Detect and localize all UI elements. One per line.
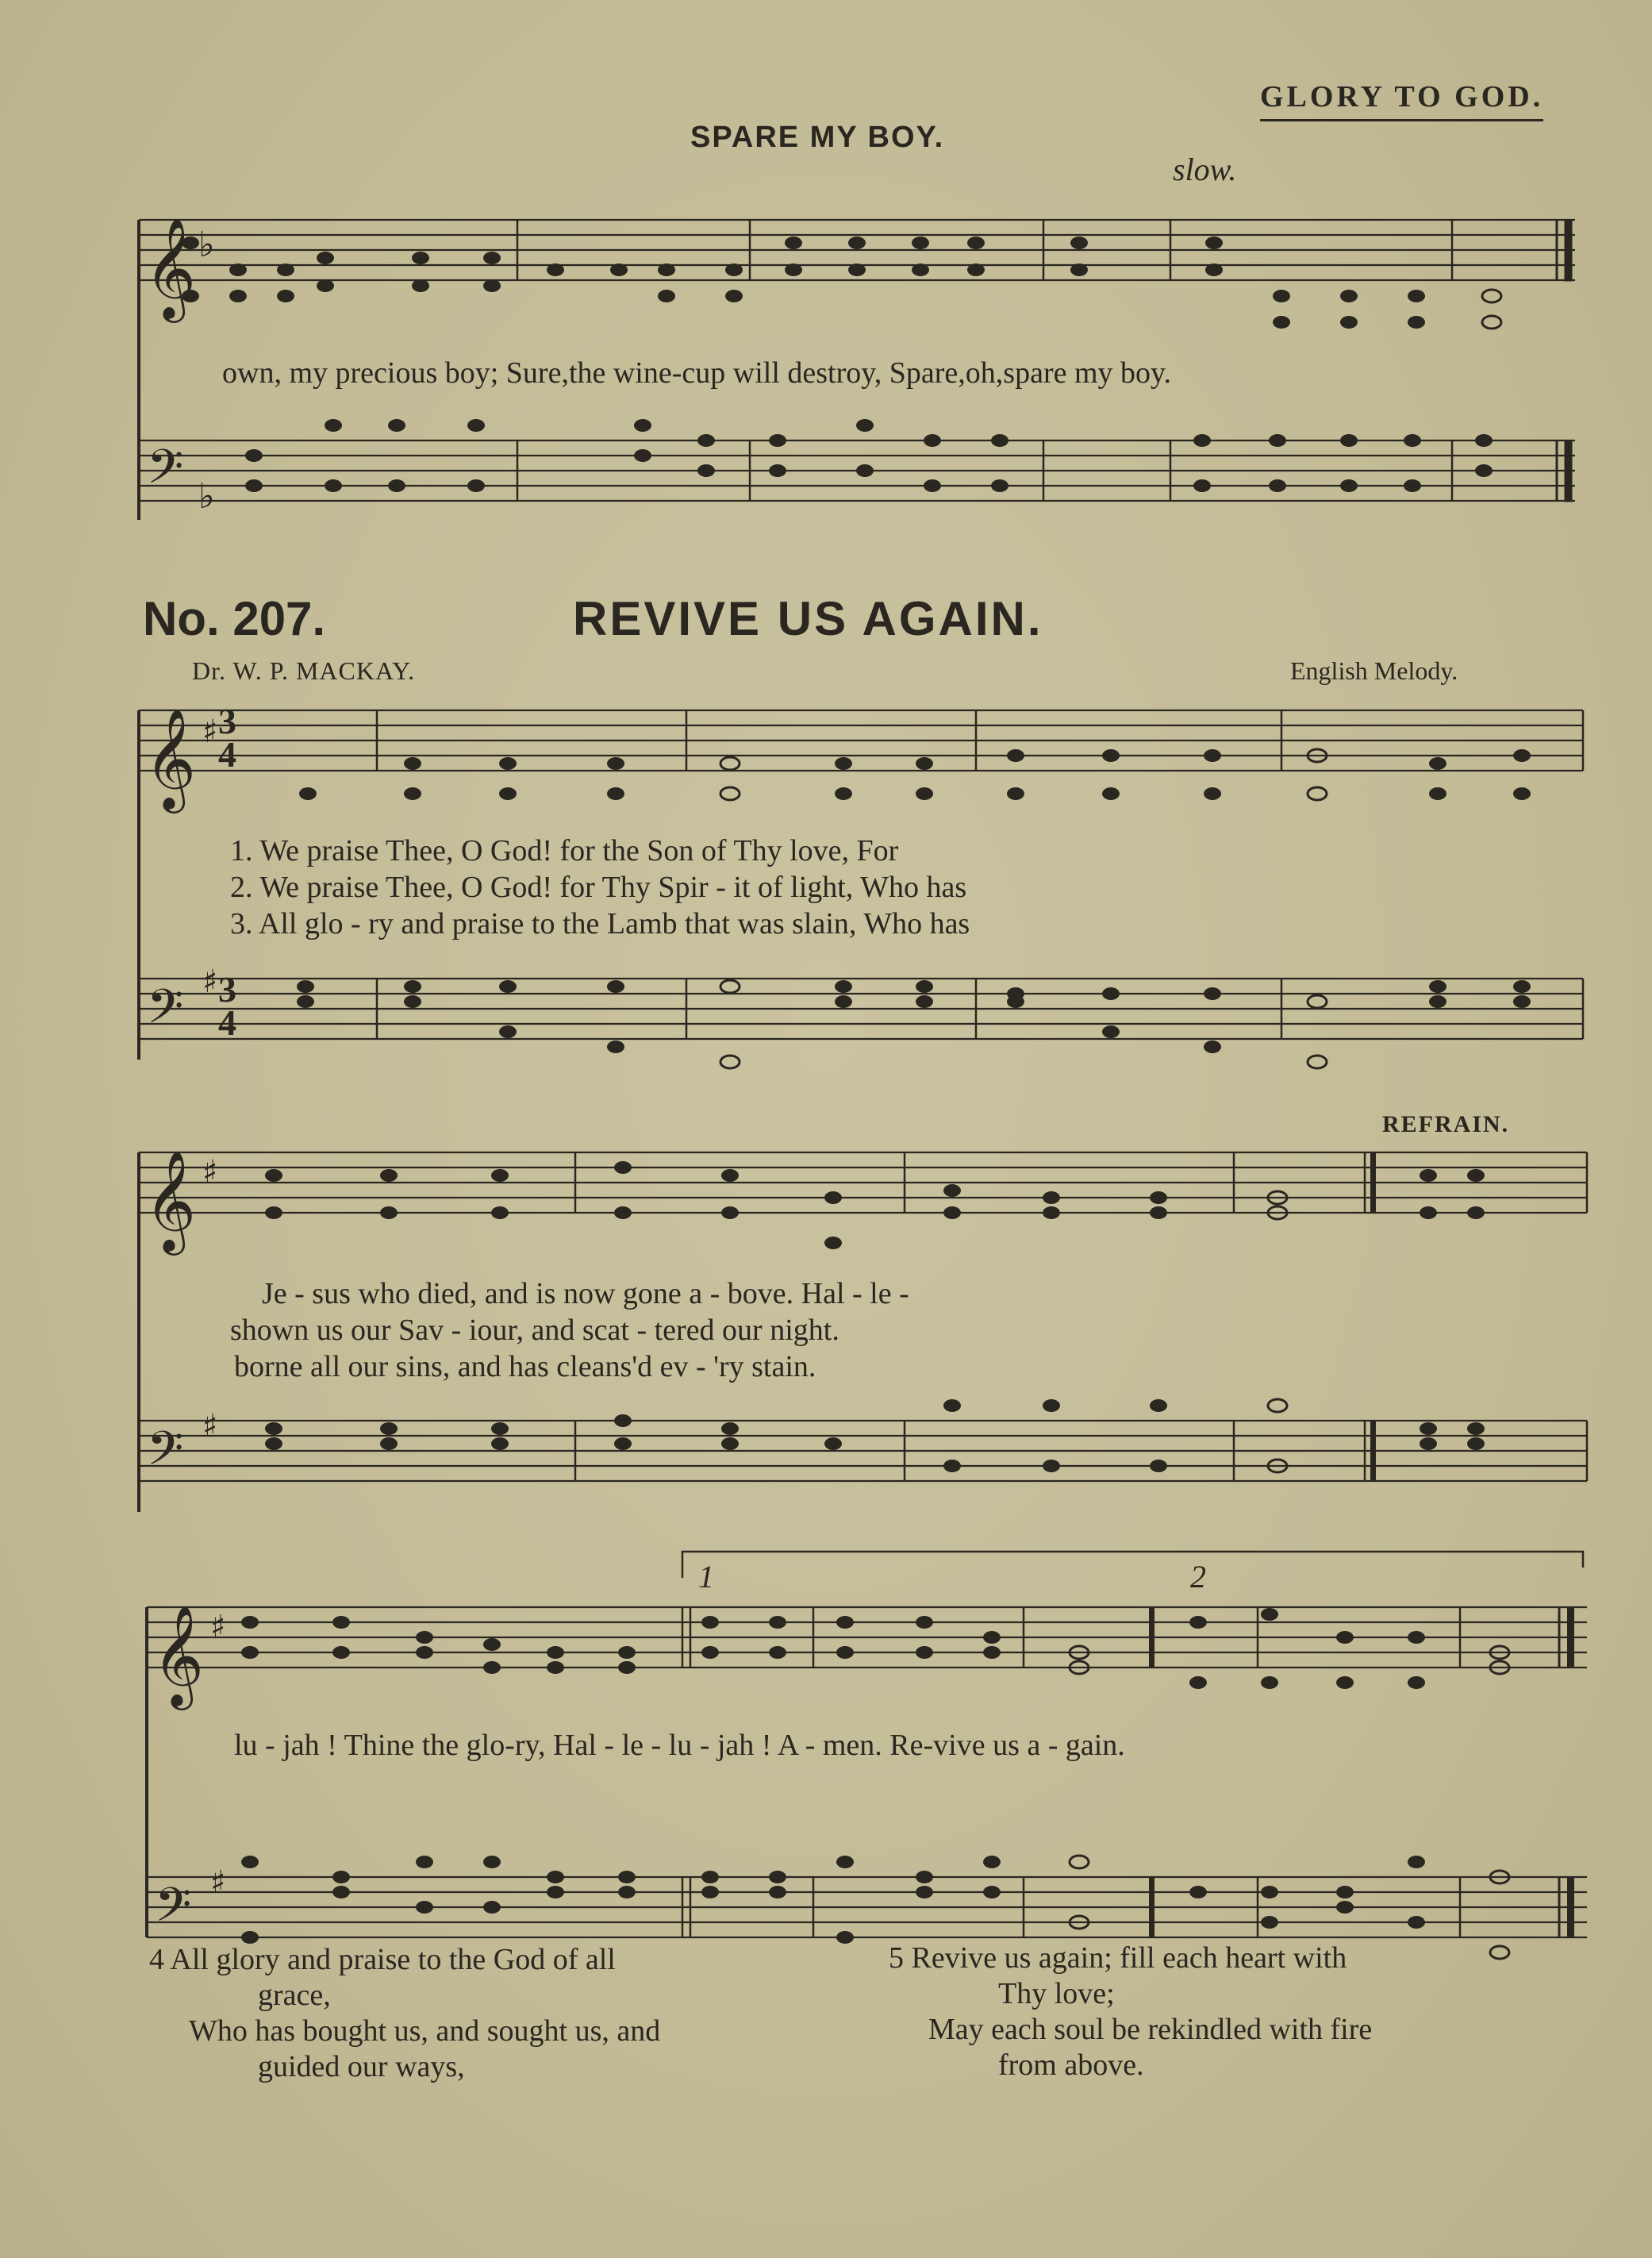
hymn-title: REVIVE US AGAIN. [573,592,1043,645]
sharp-key-3: ♯ [210,1609,226,1645]
system2-lyric-2: shown us our Sav - iour, and scat - tered our night. [230,1314,839,1347]
verse-5-line-1: 5 Revive us again; fill each heart with [889,1941,1347,1975]
prev-hymn-title: SPARE MY BOY. [690,121,945,154]
bass-clef-1: 𝄢 [147,979,184,1045]
hymn-number: No. 207. [143,592,326,645]
verse-4-line-1: 4 All glory and praise to the God of all [149,1943,616,1976]
flat-key-prev-bass: ♭ [198,476,215,517]
system1-lyric-3: 3. All glo - ry and praise to the Lamb that was slain, Who has [230,907,970,941]
system1-lyric-1: 1. We praise Thee, O God! for the Son of Thy love, For [230,834,899,867]
staff-treble-2 [139,1152,1587,1213]
system2-lyric-1: Je - sus who died, and is now gone a - bove. Hal - le - [262,1277,909,1310]
verse-5-line-3: May each soul be rekindled with fire [928,2013,1373,2046]
notes-sys1-treble [299,749,1531,800]
notes-sys2-treble [265,1161,1485,1249]
staff-treble-1 [139,710,1583,775]
second-ending-label: 2 [1190,1559,1206,1594]
time-signature-top-bass: 3 [218,969,236,1010]
treble-clef-1: 𝄞 [144,707,197,809]
flat-key-prev: ♭ [198,225,215,265]
staff-bass-1 [139,979,1583,1043]
staff-bass-2 [139,1421,1587,1481]
time-signature-top: 3 [218,701,236,741]
staff-bass-3 [147,1877,1587,1937]
volta-brackets [682,1552,1583,1578]
bass-clef-3: 𝄢 [155,1877,192,1944]
sharp-key-1: ♯ [202,714,218,750]
staff-treble-3 [147,1607,1587,1668]
first-ending-label: 1 [698,1559,714,1594]
bass-clef-2: 𝄢 [147,1421,184,1487]
treble-clef-2: 𝄞 [144,1149,197,1251]
sharp-key-2-bass: ♯ [202,1408,218,1444]
treble-clef-3: 𝄞 [152,1604,205,1706]
notes-sys3-treble [241,1608,1509,1689]
prev-hymn-lyrics: own, my precious boy; Sure,the wine-cup will destroy, Spare,oh,spare my boy. [222,356,1172,390]
verse-5-line-4: from above. [998,2048,1144,2082]
verse-4-line-3: Who has bought us, and sought us, and [189,2014,661,2048]
bass-clef-prev: 𝄢 [147,439,184,506]
verse-5-line-2: Thy love; [998,1977,1115,2010]
running-head: GLORY TO GOD. [1260,79,1543,121]
tempo-marking: slow. [1173,152,1237,187]
hymn-author: Dr. W. P. MACKAY. [192,656,416,685]
verse-4-line-4: guided our ways, [258,2050,465,2083]
sharp-key-3-bass: ♯ [210,1864,226,1901]
verse-4-line-2: grace, [258,1979,331,2012]
time-signature-bottom: 4 [218,734,236,775]
system2-lyric-3: borne all our sins, and has cleans'd ev - 'ry stain. [234,1350,816,1383]
time-signature-bottom-bass: 4 [218,1002,236,1043]
sharp-key-2: ♯ [202,1154,218,1191]
sharp-key-1-bass: ♯ [202,964,218,1000]
hymn-composer: English Melody. [1290,656,1458,685]
treble-clef-prev: 𝄞 [144,217,197,318]
refrain-label: REFRAIN. [1382,1111,1510,1137]
system1-lyric-2: 2. We praise Thee, O God! for Thy Spir - it of light, Who has [230,871,967,904]
system3-lyric: lu - jah ! Thine the glo-ry, Hal - le - lu - jah ! A - men. Re-vive us a - gain. [234,1729,1125,1762]
